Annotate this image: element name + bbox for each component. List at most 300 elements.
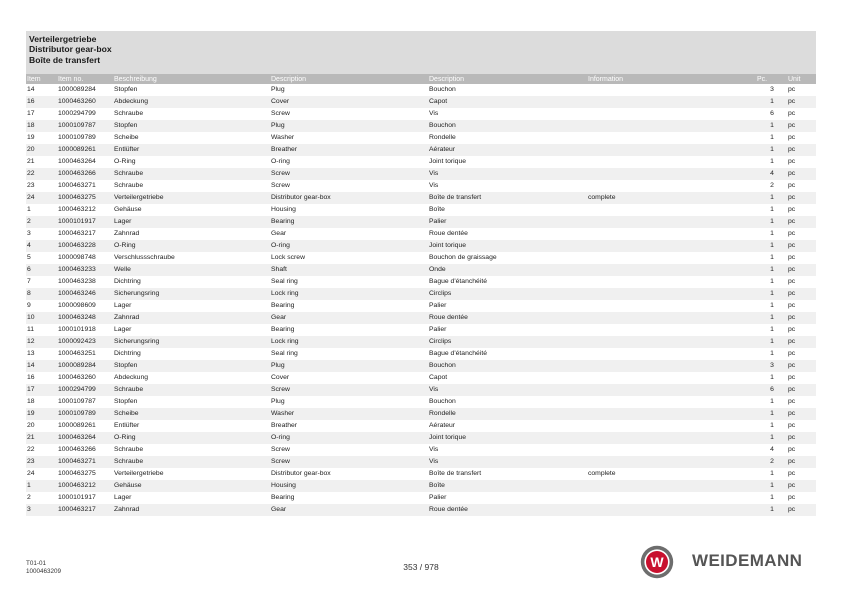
cell-description-en: Cover — [270, 96, 428, 108]
table-row — [26, 156, 816, 168]
cell-description-fr: Joint torique — [428, 432, 587, 444]
table-row — [26, 372, 816, 384]
svg-text:W: W — [650, 554, 664, 570]
cell-description-en: Lock ring — [270, 336, 428, 348]
table-row — [26, 504, 816, 516]
cell-pc: 1 — [756, 264, 787, 276]
cell-unit: pc — [788, 134, 796, 141]
cell-item-no: 1000109787 — [58, 398, 96, 405]
cell-item-no: 1000109789 — [57, 408, 113, 420]
cell-item-no: 1000463233 — [57, 264, 113, 276]
cell-unit: pc — [787, 120, 816, 132]
cell-beschreibung: Stopfen — [114, 398, 138, 405]
cell-unit: pc — [787, 312, 816, 324]
cell-description-fr: Bouchon de graissage — [429, 254, 497, 261]
cell-information — [587, 312, 756, 324]
table-row — [26, 432, 816, 444]
cell-item: 23 — [27, 182, 35, 189]
cell-item-no: 1000463228 — [57, 240, 113, 252]
cell-pc: 1 — [756, 240, 787, 252]
cell-description-fr: Rondelle — [429, 134, 456, 141]
cell-description-en: Bearing — [270, 216, 428, 228]
cell-unit: pc — [787, 264, 816, 276]
cell-information — [587, 240, 756, 252]
cell-beschreibung: Schraube — [114, 446, 144, 453]
cell-pc: 1 — [756, 144, 787, 156]
cell-item: 18 — [26, 120, 57, 132]
cell-item: 19 — [26, 408, 57, 420]
cell-description-en: Seal ring — [271, 278, 298, 285]
cell-description-fr: Vis — [428, 384, 587, 396]
cell-pc: 1 — [756, 192, 787, 204]
cell-pc: 1 — [756, 480, 787, 492]
cell-information — [587, 288, 756, 300]
cell-unit: pc — [787, 240, 816, 252]
table-row — [26, 84, 816, 96]
cell-description-en: Shaft — [270, 264, 428, 276]
cell-information — [587, 228, 756, 240]
cell-beschreibung: Gehäuse — [113, 480, 270, 492]
cell-beschreibung: Abdeckung — [114, 374, 149, 381]
cell-information — [587, 300, 756, 312]
cell-pc: 1 — [770, 494, 774, 501]
cell-description-en: Washer — [270, 408, 428, 420]
cell-item-no: 1000463212 — [58, 206, 96, 213]
cell-item: 5 — [27, 254, 31, 261]
cell-item: 14 — [26, 360, 57, 372]
cell-description-fr: Bouchon — [429, 86, 456, 93]
cell-pc: 1 — [770, 398, 774, 405]
weidemann-logo-icon — [640, 545, 674, 579]
cell-item-no: 1000463238 — [58, 278, 96, 285]
cell-item: 22 — [27, 446, 35, 453]
cell-description-fr: Onde — [428, 264, 587, 276]
cell-item: 16 — [27, 374, 35, 381]
cell-pc: 1 — [770, 422, 774, 429]
cell-item-no: 1000092423 — [57, 336, 113, 348]
cell-unit: pc — [788, 158, 796, 165]
cell-information — [587, 168, 756, 180]
cell-item-no: 1000089284 — [58, 86, 96, 93]
cell-beschreibung: Dichtring — [114, 350, 141, 357]
cell-description-fr: Palier — [429, 326, 447, 333]
table-row — [26, 300, 816, 312]
cell-item: 8 — [26, 288, 57, 300]
table-row — [26, 216, 816, 228]
cell-pc: 1 — [770, 278, 774, 285]
cell-pc: 3 — [770, 86, 774, 93]
cell-item-no: 1000463217 — [58, 230, 96, 237]
cell-item-no: 1000463275 — [58, 470, 96, 477]
cell-unit: pc — [787, 504, 816, 516]
cell-description-fr: Vis — [429, 182, 439, 189]
cell-unit: pc — [787, 408, 816, 420]
cell-item-no: 1000463251 — [58, 350, 96, 357]
cell-item-no: 1000101918 — [58, 326, 96, 333]
cell-unit: pc — [787, 384, 816, 396]
cell-description-fr: Palier — [429, 302, 447, 309]
cell-pc: 1 — [756, 216, 787, 228]
cell-unit: pc — [787, 432, 816, 444]
cell-description-en: Plug — [270, 360, 428, 372]
cell-description-en: Housing — [271, 206, 296, 213]
cell-description-fr: Joint torique — [429, 158, 467, 165]
cell-description-fr: Palier — [429, 494, 447, 501]
cell-unit: pc — [788, 182, 796, 189]
cell-description-en: Screw — [271, 446, 290, 453]
cell-item-no: 1000463266 — [57, 168, 113, 180]
cell-description-en: Housing — [270, 480, 428, 492]
cell-item: 9 — [27, 302, 31, 309]
cell-description-en: Screw — [270, 456, 428, 468]
cell-pc: 2 — [770, 182, 774, 189]
cell-unit: pc — [788, 398, 796, 405]
cell-item: 1 — [27, 206, 31, 213]
cell-unit: pc — [787, 96, 816, 108]
cell-item: 17 — [27, 110, 35, 117]
cell-unit: pc — [788, 494, 796, 501]
cell-unit: pc — [788, 470, 796, 477]
cell-information — [587, 324, 756, 336]
cell-description-en: Breather — [271, 422, 298, 429]
cell-item-no: 1000098748 — [58, 254, 96, 261]
page-number: 353 / 978 — [403, 562, 439, 572]
title-german: Verteilergetriebe — [29, 34, 97, 44]
cell-description-en: Lock screw — [271, 254, 305, 261]
cell-unit: pc — [787, 456, 816, 468]
cell-description-en: Bearing — [271, 494, 295, 501]
table-row — [26, 288, 816, 300]
cell-unit: pc — [787, 480, 816, 492]
col-header-description-en: Description — [270, 74, 428, 84]
table-row — [26, 240, 816, 252]
cell-description-en: Lock ring — [270, 288, 428, 300]
cell-item: 2 — [27, 494, 31, 501]
cell-item-no: 1000294799 — [58, 110, 96, 117]
cell-information — [587, 156, 756, 168]
col-header-unit: Unit — [787, 74, 816, 84]
cell-description-en: O-ring — [270, 432, 428, 444]
col-header-item-no: Item no. — [57, 74, 113, 84]
cell-item: 21 — [27, 158, 35, 165]
cell-beschreibung: Sicherungsring — [113, 288, 270, 300]
cell-item: 3 — [27, 230, 31, 237]
table-row — [26, 144, 816, 156]
cell-description-fr: Bouchon — [428, 120, 587, 132]
cell-information — [587, 120, 756, 132]
cell-description-en: Plug — [271, 398, 285, 405]
cell-description-en: Plug — [271, 86, 285, 93]
cell-unit: pc — [787, 288, 816, 300]
cell-information — [587, 96, 756, 108]
cell-unit: pc — [788, 374, 796, 381]
cell-beschreibung: Verschlussschraube — [114, 254, 175, 261]
cell-description-fr: Palier — [428, 216, 587, 228]
table-row — [26, 312, 816, 324]
table-row — [26, 420, 816, 432]
col-header-item: Item — [26, 74, 57, 84]
col-header-beschreibung: Beschreibung — [113, 74, 270, 84]
cell-unit: pc — [788, 110, 796, 117]
cell-information — [587, 132, 756, 144]
cell-unit: pc — [788, 230, 796, 237]
cell-pc: 1 — [770, 230, 774, 237]
cell-pc: 1 — [756, 96, 787, 108]
cell-description-fr: Bague d'étanchéité — [429, 278, 487, 285]
cell-beschreibung: Lager — [114, 302, 132, 309]
cell-item-no: 1000089261 — [58, 422, 96, 429]
cell-item-no: 1000463271 — [58, 182, 96, 189]
cell-pc: 1 — [770, 134, 774, 141]
cell-item-no: 1000101917 — [58, 494, 96, 501]
cell-information — [587, 480, 756, 492]
cell-beschreibung: Lager — [114, 494, 132, 501]
table-header-row — [26, 74, 816, 84]
cell-information — [587, 456, 756, 468]
cell-unit: pc — [788, 422, 796, 429]
table-row — [26, 396, 816, 408]
cell-description-en: Gear — [270, 312, 428, 324]
cell-information — [587, 264, 756, 276]
cell-pc: 1 — [770, 206, 774, 213]
cell-description-en: O-ring — [270, 240, 428, 252]
cell-item-no: 1000294799 — [57, 384, 113, 396]
cell-beschreibung: Schraube — [113, 384, 270, 396]
cell-description-fr: Bouchon — [429, 398, 456, 405]
cell-information — [587, 204, 756, 216]
col-header-description-fr: Description — [428, 74, 587, 84]
cell-description-en: O-ring — [271, 158, 290, 165]
cell-description-fr: Capot — [428, 96, 587, 108]
cell-item: 17 — [26, 384, 57, 396]
cell-pc: 1 — [770, 158, 774, 165]
cell-item: 21 — [26, 432, 57, 444]
cell-beschreibung: Zahnrad — [113, 312, 270, 324]
cell-description-fr: Vis — [429, 446, 439, 453]
cell-description-fr: Vis — [428, 456, 587, 468]
cell-pc: 3 — [756, 360, 787, 372]
cell-information — [587, 396, 756, 408]
cell-item-no: 1000098609 — [58, 302, 96, 309]
cell-item: 20 — [27, 422, 35, 429]
cell-beschreibung: O-Ring — [113, 240, 270, 252]
table-row — [26, 468, 816, 480]
table-row — [26, 204, 816, 216]
cell-description-fr: Circlips — [428, 288, 587, 300]
cell-information — [587, 432, 756, 444]
cell-description-fr: Boîte de transfert — [429, 470, 482, 477]
cell-beschreibung: O-Ring — [114, 158, 136, 165]
parts-table-body — [26, 84, 816, 516]
cell-item: 23 — [26, 456, 57, 468]
cell-item-no: 1000089284 — [57, 360, 113, 372]
cell-beschreibung: Verteilergetriebe — [114, 470, 164, 477]
cell-description-fr: Boîte de transfert — [428, 192, 587, 204]
cell-item-no: 1000109787 — [57, 120, 113, 132]
cell-item-no: 1000463260 — [58, 374, 96, 381]
cell-pc: 4 — [756, 168, 787, 180]
cell-information — [587, 384, 756, 396]
document-title-block — [26, 31, 816, 74]
cell-item: 13 — [27, 350, 35, 357]
col-header-pc: Pc. — [756, 74, 787, 84]
table-row — [26, 168, 816, 180]
cell-information — [587, 276, 756, 288]
cell-description-en: Screw — [270, 384, 428, 396]
table-row — [26, 132, 816, 144]
cell-description-en: Seal ring — [271, 350, 298, 357]
cell-beschreibung: Schraube — [114, 182, 144, 189]
cell-unit: pc — [787, 144, 816, 156]
cell-item-no: 1000109789 — [58, 134, 96, 141]
cell-description-en: Plug — [270, 120, 428, 132]
cell-description-en: Breather — [270, 144, 428, 156]
cell-beschreibung: Stopfen — [114, 86, 138, 93]
cell-pc: 1 — [770, 302, 774, 309]
table-row — [26, 408, 816, 420]
cell-item: 18 — [27, 398, 35, 405]
cell-unit: pc — [787, 192, 816, 204]
table-row — [26, 252, 816, 264]
cell-pc: 1 — [756, 120, 787, 132]
cell-description-fr: Boîte — [429, 206, 445, 213]
cell-description-fr: Roue dentée — [428, 504, 587, 516]
cell-information — [587, 180, 756, 192]
cell-item: 14 — [27, 86, 35, 93]
cell-item: 1 — [26, 480, 57, 492]
cell-description-fr: Joint torique — [428, 240, 587, 252]
cell-information — [587, 444, 756, 456]
cell-beschreibung: Zahnrad — [113, 504, 270, 516]
cell-information — [587, 420, 756, 432]
cell-beschreibung: Gehäuse — [114, 206, 142, 213]
document-number: 1000463209 — [26, 567, 62, 575]
cell-unit: pc — [787, 216, 816, 228]
cell-information — [587, 408, 756, 420]
cell-item: 16 — [26, 96, 57, 108]
cell-pc: 1 — [770, 254, 774, 261]
table-row — [26, 336, 816, 348]
cell-item: 11 — [27, 326, 35, 333]
cell-information: complete — [587, 192, 756, 204]
cell-pc: 6 — [770, 110, 774, 117]
cell-beschreibung: Lager — [114, 326, 132, 333]
cell-item: 19 — [27, 134, 35, 141]
cell-item: 6 — [26, 264, 57, 276]
table-row — [26, 228, 816, 240]
cell-unit: pc — [787, 336, 816, 348]
table-row — [26, 492, 816, 504]
cell-description-fr: Rondelle — [428, 408, 587, 420]
cell-item-no: 1000463264 — [58, 158, 96, 165]
cell-description-fr: Vis — [428, 168, 587, 180]
cell-description-fr: Capot — [429, 374, 448, 381]
cell-item: 22 — [26, 168, 57, 180]
cell-information — [587, 348, 756, 360]
cell-item-no: 1000463271 — [57, 456, 113, 468]
cell-beschreibung: Sicherungsring — [113, 336, 270, 348]
cell-unit: pc — [787, 168, 816, 180]
cell-unit: pc — [788, 326, 796, 333]
cell-pc: 1 — [756, 408, 787, 420]
cell-unit: pc — [788, 86, 796, 93]
cell-unit: pc — [787, 360, 816, 372]
cell-beschreibung: Stopfen — [113, 360, 270, 372]
cell-beschreibung: Welle — [113, 264, 270, 276]
table-row — [26, 96, 816, 108]
cell-pc: 1 — [770, 470, 774, 477]
cell-pc: 1 — [770, 374, 774, 381]
table-row — [26, 264, 816, 276]
cell-description-en: Cover — [271, 374, 290, 381]
cell-beschreibung: Scheibe — [114, 134, 139, 141]
cell-item-no: 1000463217 — [57, 504, 113, 516]
cell-item-no: 1000101917 — [57, 216, 113, 228]
title-english: Distributor gear-box — [29, 44, 112, 55]
cell-description-fr: Circlips — [428, 336, 587, 348]
cell-pc: 1 — [756, 432, 787, 444]
cell-information — [587, 144, 756, 156]
table-row — [26, 276, 816, 288]
cell-information — [587, 372, 756, 384]
cell-beschreibung: Schraube — [114, 110, 144, 117]
cell-pc: 1 — [756, 504, 787, 516]
table-row — [26, 192, 816, 204]
cell-beschreibung: Verteilergetriebe — [113, 192, 270, 204]
cell-beschreibung: Zahnrad — [114, 230, 140, 237]
cell-item: 24 — [27, 470, 35, 477]
cell-description-en: Screw — [270, 168, 428, 180]
cell-pc: 1 — [756, 288, 787, 300]
cell-description-en: Gear — [271, 230, 287, 237]
cell-description-fr: Roue dentée — [429, 230, 468, 237]
parts-table — [26, 74, 816, 516]
cell-description-en: Distributor gear-box — [270, 192, 428, 204]
cell-description-en: Screw — [271, 110, 290, 117]
cell-item: 3 — [26, 504, 57, 516]
cell-item: 20 — [26, 144, 57, 156]
cell-beschreibung: Scheibe — [113, 408, 270, 420]
table-row — [26, 180, 816, 192]
cell-information — [587, 360, 756, 372]
cell-item: 24 — [26, 192, 57, 204]
cell-item-no: 1000089261 — [57, 144, 113, 156]
table-row — [26, 324, 816, 336]
cell-item-no: 1000463260 — [57, 96, 113, 108]
table-row — [26, 120, 816, 132]
cell-unit: pc — [788, 254, 796, 261]
table-row — [26, 348, 816, 360]
cell-pc: 1 — [756, 312, 787, 324]
document-code — [26, 560, 61, 575]
cell-description-en: Distributor gear-box — [271, 470, 331, 477]
cell-unit: pc — [788, 302, 796, 309]
cell-beschreibung: Entlüfter — [113, 144, 270, 156]
cell-description-en: Bearing — [271, 302, 295, 309]
cell-unit: pc — [788, 206, 796, 213]
cell-unit: pc — [788, 350, 796, 357]
cell-pc: 4 — [770, 446, 774, 453]
cell-unit: pc — [788, 278, 796, 285]
cell-item-no: 1000463264 — [57, 432, 113, 444]
cell-beschreibung: Dichtring — [114, 278, 141, 285]
cell-description-fr: Bouchon — [428, 360, 587, 372]
cell-item: 12 — [26, 336, 57, 348]
cell-description-en: Bearing — [271, 326, 295, 333]
brand-wordmark: WEIDEMANN — [692, 551, 803, 570]
cell-pc: 1 — [756, 336, 787, 348]
cell-item: 7 — [27, 278, 31, 285]
